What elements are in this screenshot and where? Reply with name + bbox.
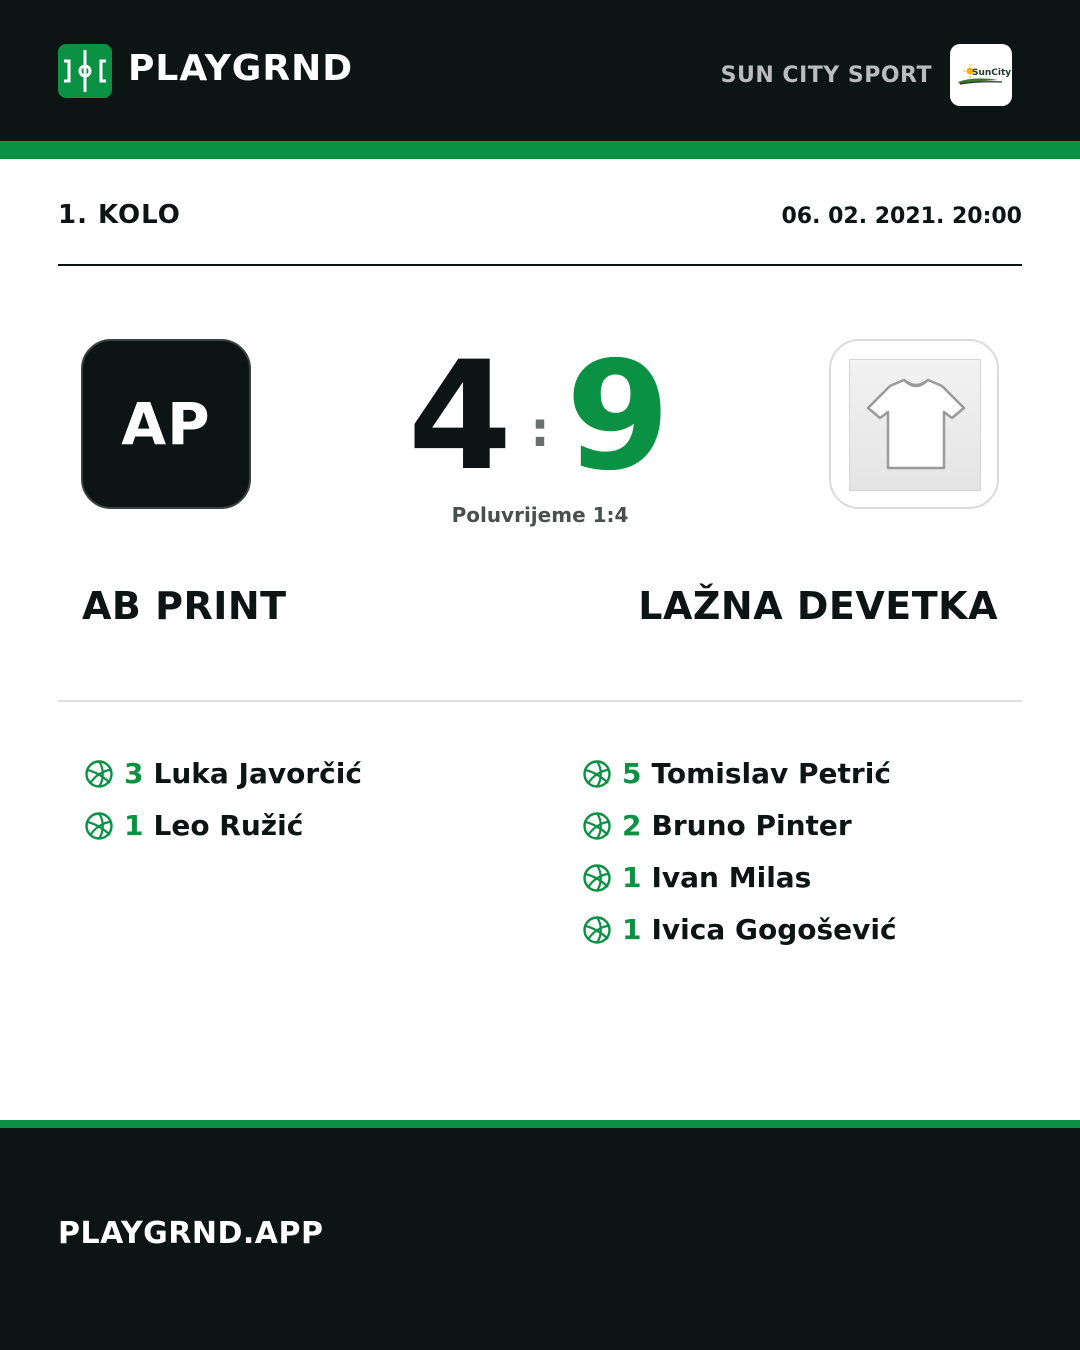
- player-name: Leo Ružić: [153, 809, 304, 842]
- divider: [58, 700, 1022, 702]
- away-scorers-list: [582, 748, 897, 956]
- home-team-initials: AP: [121, 390, 211, 458]
- away-team-name: LAŽNA DEVETKA: [638, 584, 998, 628]
- ball-icon: [582, 759, 612, 789]
- match-datetime: 06. 02. 2021. 20:00: [781, 204, 1022, 229]
- organizer-logo: [950, 44, 1012, 106]
- round-label: 1. KOLO: [58, 200, 181, 230]
- away-team-badge: [829, 339, 999, 509]
- brand-name: PLAYGRND: [128, 48, 354, 89]
- home-team-name: AB PRINT: [82, 584, 287, 628]
- player-name: Luka Javorčić: [153, 757, 362, 790]
- ball-icon: [582, 863, 612, 893]
- home-scorers-list: [84, 748, 362, 852]
- player-name: Ivica Gogošević: [651, 913, 897, 946]
- player-name: Ivan Milas: [651, 861, 812, 894]
- header-stripe: [0, 141, 1080, 159]
- footer-url: PLAYGRND.APP: [58, 1216, 324, 1251]
- scorer-item: [84, 748, 362, 800]
- organizer-name: SUN CITY SPORT: [720, 63, 932, 88]
- goal-count: 1: [124, 809, 144, 842]
- goal-count: 5: [622, 757, 642, 790]
- goal-count: 2: [622, 809, 642, 842]
- scorer-item: [582, 748, 897, 800]
- player-name: Bruno Pinter: [651, 809, 852, 842]
- goal-count: 1: [622, 861, 642, 894]
- ball-icon: [84, 811, 114, 841]
- away-score: 9: [565, 330, 671, 504]
- goal-count: 3: [124, 757, 144, 790]
- scorer-item: [582, 852, 897, 904]
- home-team-badge: [81, 339, 251, 509]
- jersey-icon: [849, 359, 981, 491]
- scorer-item: [84, 800, 362, 852]
- home-score: 4: [407, 330, 513, 504]
- pitch-icon: [58, 44, 112, 98]
- halftime-score: Poluvrijeme 1:4: [451, 503, 629, 527]
- scorer-item: [582, 800, 897, 852]
- footer-stripe: [0, 1120, 1080, 1128]
- ball-icon: [84, 759, 114, 789]
- ball-icon: [582, 915, 612, 945]
- goal-count: 1: [622, 913, 642, 946]
- ball-icon: [582, 811, 612, 841]
- score-separator: :: [530, 402, 550, 458]
- organizer-logo-text: SunCity: [972, 68, 1012, 78]
- divider: [58, 264, 1022, 266]
- scorer-item: [582, 904, 897, 956]
- player-name: Tomislav Petrić: [651, 757, 891, 790]
